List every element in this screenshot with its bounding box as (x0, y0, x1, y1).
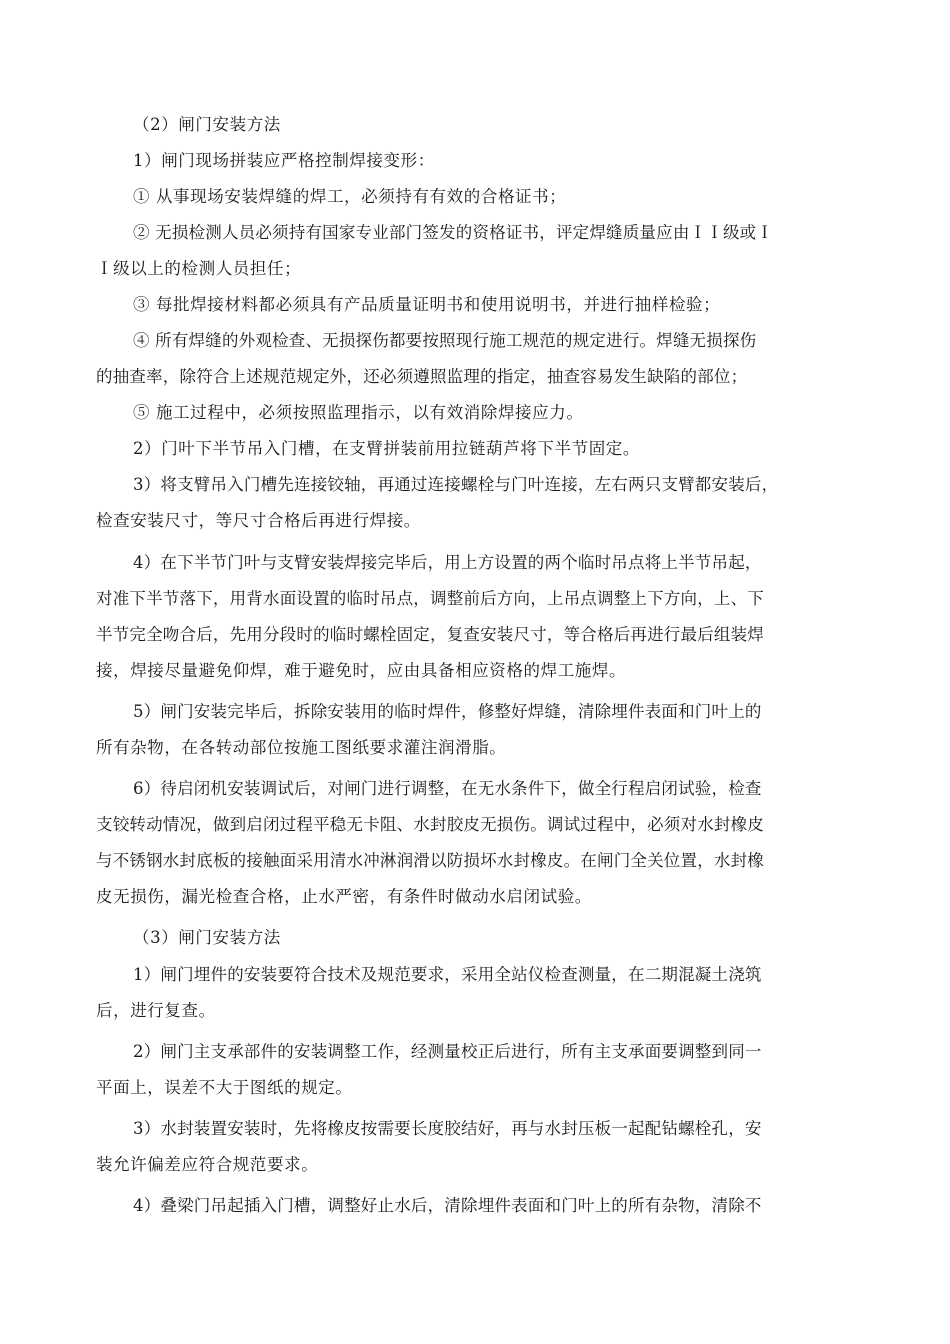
paragraph-line: 1）闸门埋件的安装要符合技术及规范要求，采用全站仪检查测量，在二期混凝土浇筑 (133, 965, 762, 984)
paragraph-line: ⑤ 施工过程中，必须按照监理指示，以有效消除焊接应力。 (133, 403, 584, 422)
paragraph-line: 1）闸门现场拼装应严格控制焊接变形： (133, 151, 435, 170)
paragraph-line: 接，焊接尽量避免仰焊，难于避免时，应由具备相应资格的焊工施焊。 (96, 661, 627, 680)
paragraph-line: 3）将支臂吊入门槽先连接铰轴，再通过连接螺栓与门叶连接，左右两只支臂都安装后， (133, 475, 779, 494)
paragraph-line: 所有杂物，在各转动部位按施工图纸要求灌注润滑脂。 (96, 738, 507, 757)
paragraph-line: 平面上，误差不大于图纸的规定。 (96, 1078, 353, 1097)
paragraph-line: 检查安装尺寸，等尺寸合格后再进行焊接。 (96, 511, 421, 530)
section-heading-2: （2）闸门安装方法 (133, 115, 281, 134)
section-heading-3: （3）闸门安装方法 (133, 928, 281, 947)
paragraph-line: 4）在下半节门叶与支臂安装焊接完毕后，用上方设置的两个临时吊点将上半节吊起， (133, 553, 762, 572)
paragraph-line: 2）门叶下半节吊入门槽，在支臂拼装前用拉链葫芦将下半节固定。 (133, 439, 640, 458)
paragraph-line: 与不锈钢水封底板的接触面采用清水冲淋润滑以防损坏水封橡皮。在闸门全关位置，水封橡 (96, 851, 764, 870)
paragraph-line: 后，进行复查。 (96, 1001, 216, 1020)
paragraph-line: 对准下半节落下，用背水面设置的临时吊点，调整前后方向，上吊点调整上下方向，上、下 (96, 589, 764, 608)
paragraph-line: 装允许偏差应符合规范要求。 (96, 1155, 319, 1174)
paragraph-line: 半节完全吻合后，先用分段时的临时螺栓固定，复查安装尺寸，等合格后再进行最后组装焊 (96, 625, 764, 644)
paragraph-line: 5）闸门安装完毕后，拆除安装用的临时焊件，修整好焊缝，清除埋件表面和门叶上的 (133, 702, 762, 721)
paragraph-line: 3）水封装置安装时，先将橡皮按需要长度胶结好，再与水封压板一起配钻螺栓孔，安 (133, 1119, 762, 1138)
paragraph-line: ③ 每批焊接材料都必须具有产品质量证明书和使用说明书，并进行抽样检验； (133, 295, 721, 314)
paragraph-line: 2）闸门主支承部件的安装调整工作，经测量校正后进行，所有主支承面要调整到同一 (133, 1042, 762, 1061)
paragraph-line: ① 从事现场安装焊缝的焊工，必须持有有效的合格证书； (133, 187, 567, 206)
paragraph-line: 4）叠梁门吊起插入门槽，调整好止水后，清除埋件表面和门叶上的所有杂物，清除不 (133, 1196, 762, 1215)
paragraph-line: 6）待启闭机安装调试后，对闸门进行调整，在无水条件下，做全行程启闭试验，检查 (133, 779, 762, 798)
paragraph-line: 支铰转动情况，做到启闭过程平稳无卡阻、水封胶皮无损伤。调试过程中，必须对水封橡皮 (96, 815, 764, 834)
paragraph-line: ② 无损检测人员必须持有国家专业部门签发的资格证书，评定焊缝质量应由ＩＩ级或Ｉ (133, 223, 774, 242)
paragraph-line: 皮无损伤，漏光检查合格，止水严密，有条件时做动水启闭试验。 (96, 887, 592, 906)
paragraph-line: Ｉ级以上的检测人员担任； (96, 259, 302, 278)
paragraph-line: 的抽查率，除符合上述规范规定外，还必须遵照监理的指定，抽查容易发生缺陷的部位； (96, 367, 748, 386)
paragraph-line: ④ 所有焊缝的外观检查、无损探伤都要按照现行施工规范的规定进行。焊缝无损探伤 (133, 331, 757, 350)
